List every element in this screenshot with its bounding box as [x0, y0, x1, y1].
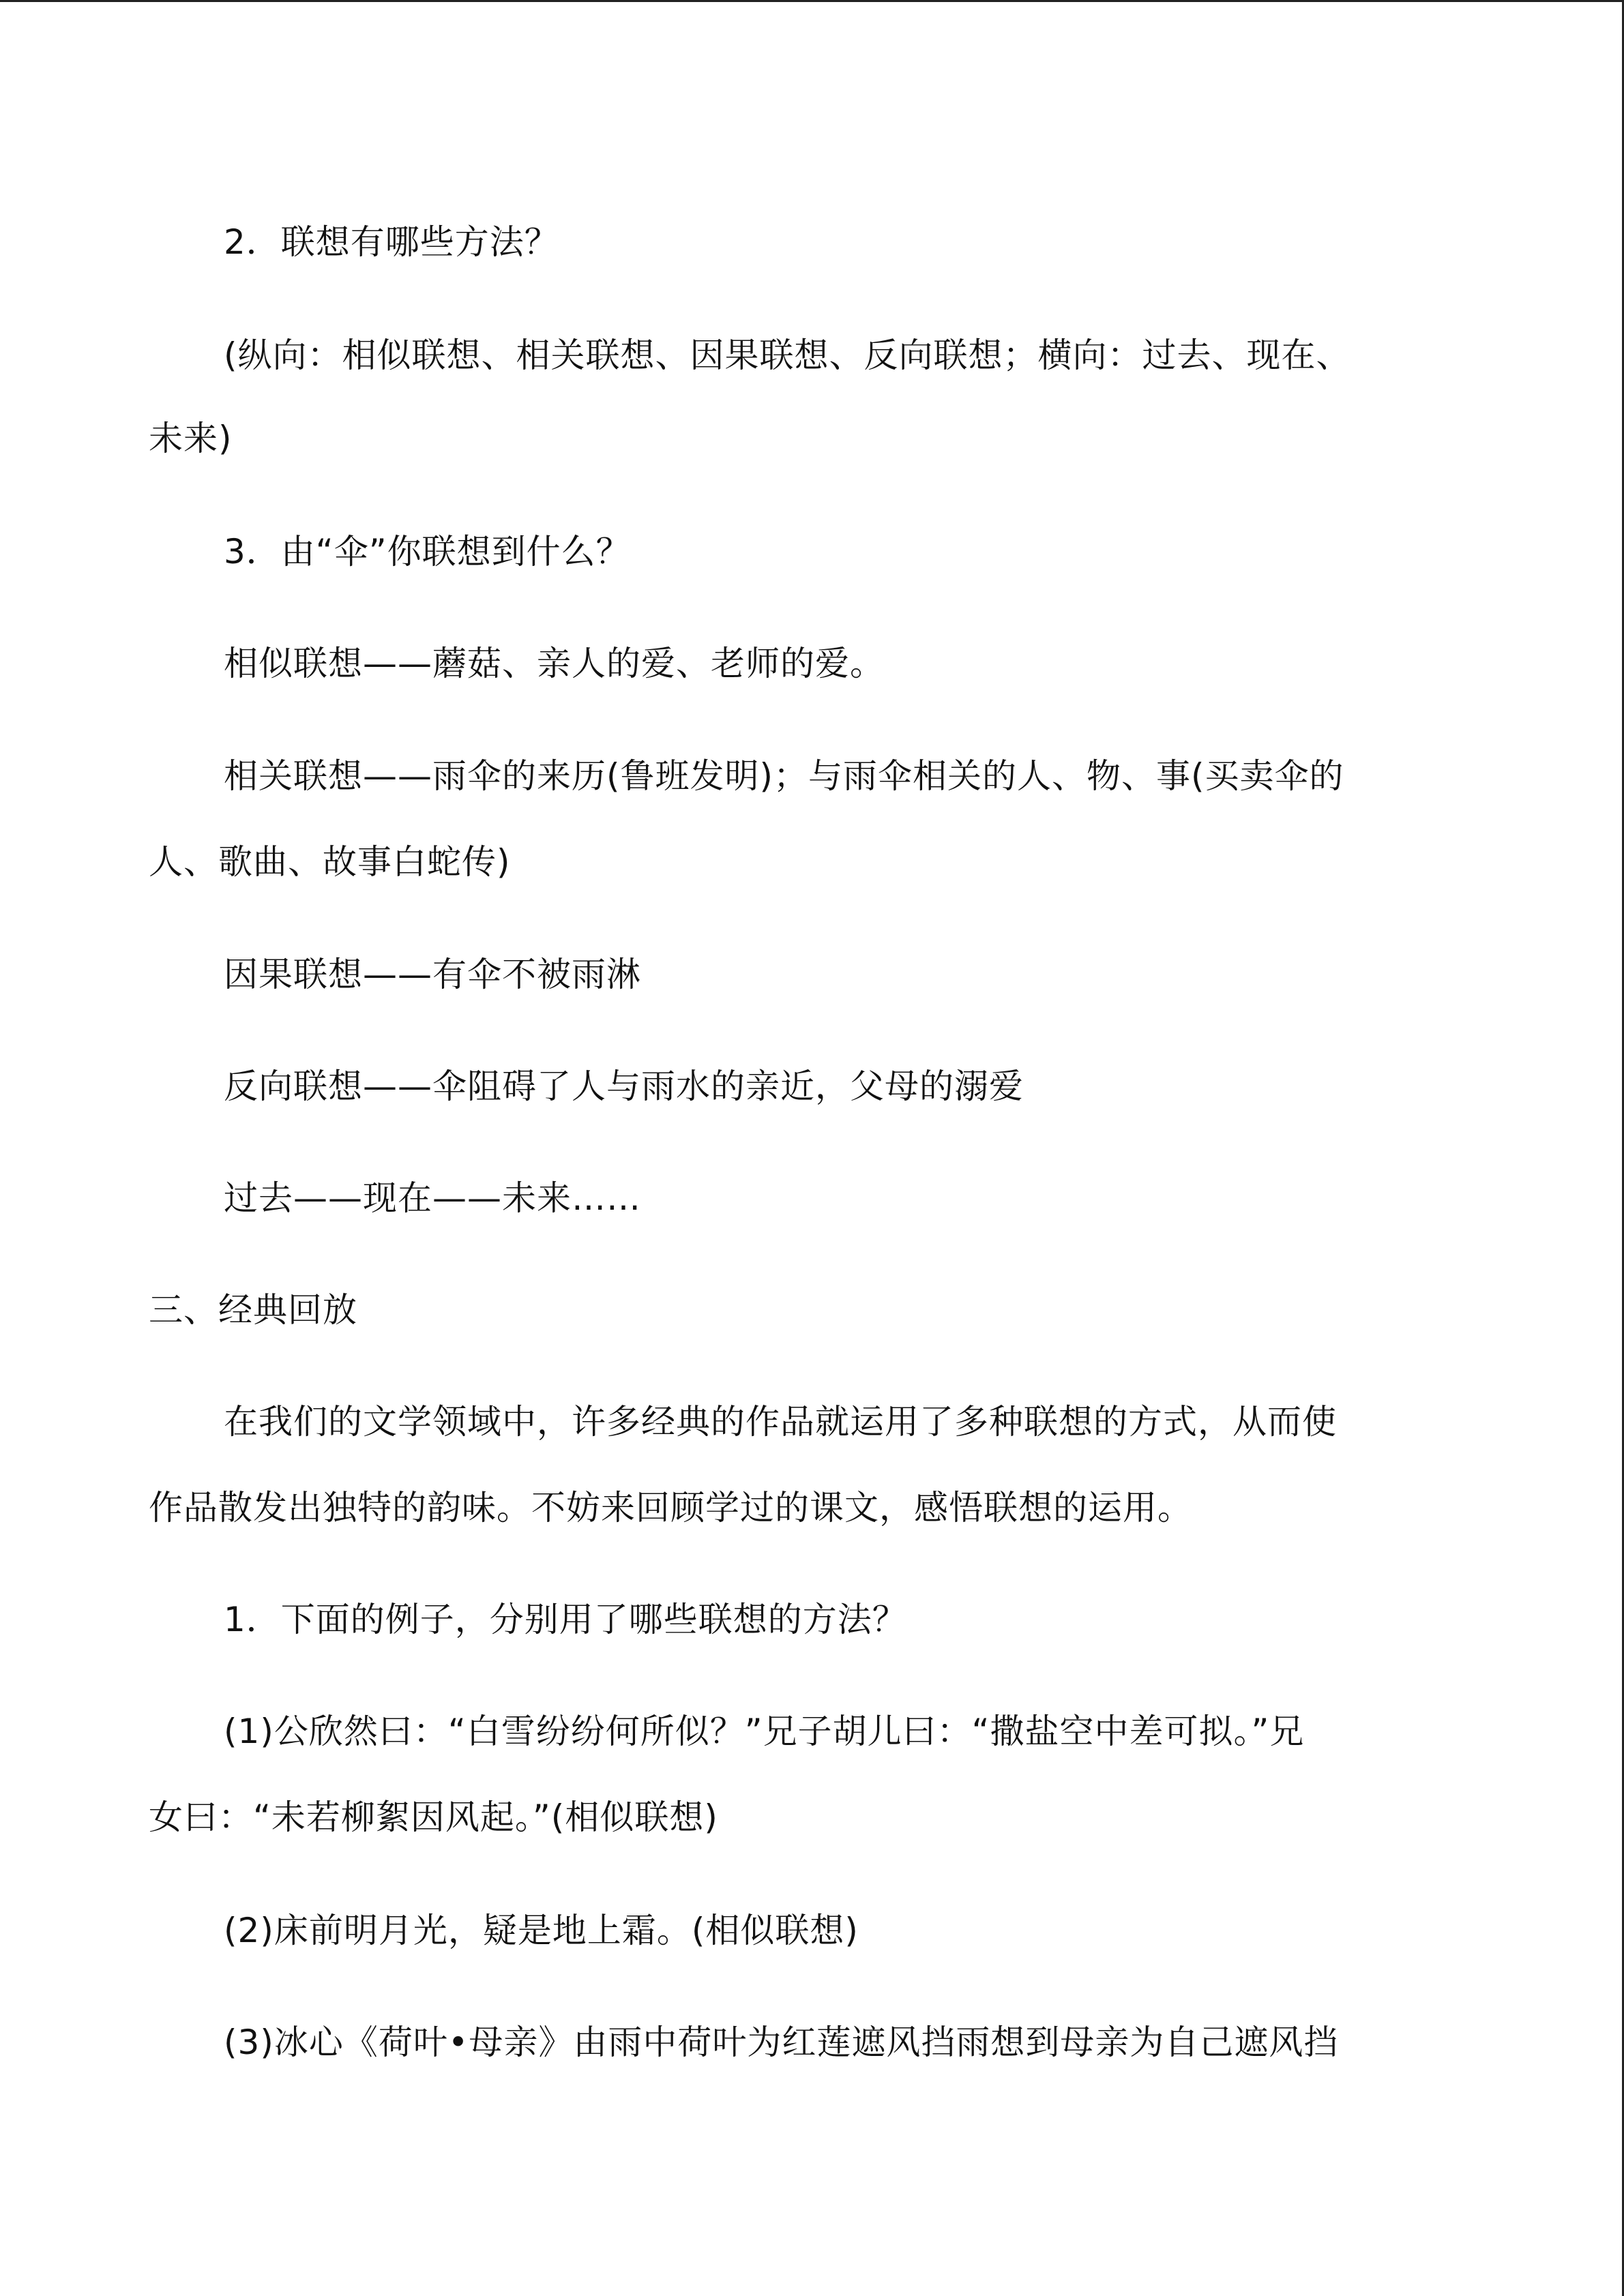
text-line-causal-association: 因果联想——有伞不被雨淋 [224, 955, 641, 994]
text-line-similar-association: 相似联想——蘑菇、亲人的爱、老师的爱。 [224, 644, 885, 683]
text-line-example-3: (3)冰心《荷叶•母亲》由雨中荷叶为红莲遮风挡雨想到母亲为自己遮风挡 [224, 2023, 1339, 2062]
text-line-example-2: (2)床前明月光，疑是地上霜。(相似联想) [224, 1911, 859, 1950]
text-line-example-1-part-1: (1)公欣然曰：“白雪纷纷何所似？”兄子胡儿曰：“撒盐空中差可拟。”兄 [224, 1712, 1305, 1751]
text-line-question-2: 2．联想有哪些方法？ [224, 222, 559, 262]
text-line-example-1-part-2: 女曰：“未若柳絮因风起。”(相似联想) [149, 1798, 718, 1837]
text-line-literature-part-2: 作品散发出独特的韵味。不妨来回顾学过的课文，感悟联想的运用。 [149, 1488, 1192, 1527]
text-line-answer-2-part-2: 未来) [149, 419, 233, 458]
section-heading-classic-review: 三、经典回放 [149, 1290, 357, 1330]
text-line-literature-part-1: 在我们的文学领域中，许多经典的作品就运用了多种联想的方式，从而使 [224, 1402, 1337, 1442]
text-line-reverse-association: 反向联想——伞阻碍了人与雨水的亲近，父母的溺爱 [224, 1067, 1024, 1106]
text-line-answer-2-part-1: (纵向：相似联想、相关联想、因果联想、反向联想；横向：过去、现在、 [224, 336, 1351, 375]
text-line-related-association-part-2: 人、歌曲、故事白蛇传) [149, 842, 511, 882]
text-line-question-3: 3．由“伞”你联想到什么？ [224, 532, 631, 571]
text-line-time-association: 过去——现在——未来…… [224, 1178, 641, 1218]
text-line-question-1: 1．下面的例子，分别用了哪些联想的方法？ [224, 1600, 907, 1639]
text-line-related-association-part-1: 相关联想——雨伞的来历(鲁班发明)；与雨伞相关的人、物、事(买卖伞的 [224, 756, 1344, 796]
